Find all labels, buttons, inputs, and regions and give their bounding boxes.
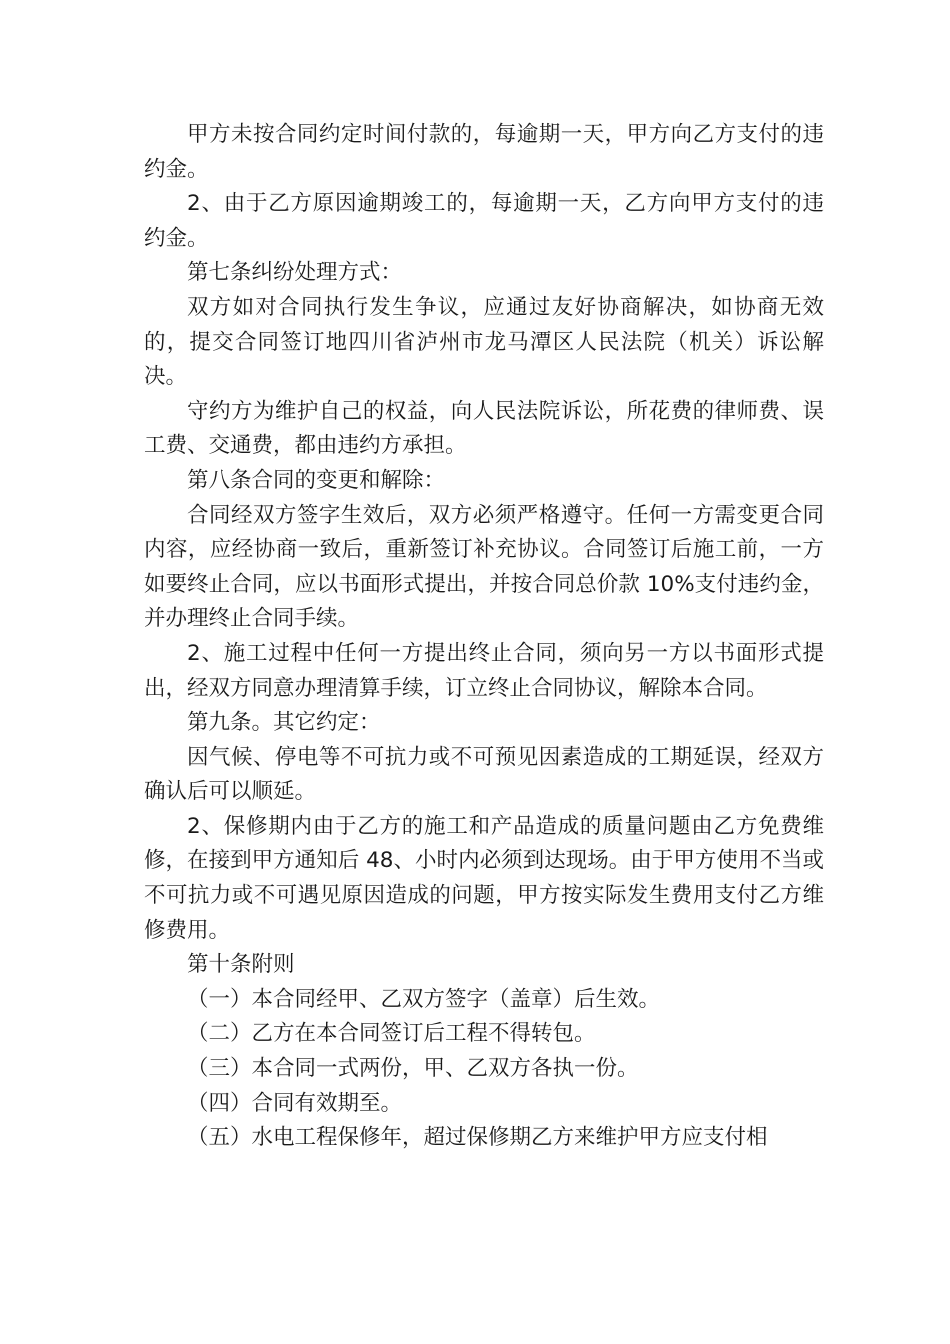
document-body — [144, 118, 824, 1156]
clause-5: （五）水电工程保修年，超过保修期乙方来维护甲方应支付相 — [187, 1125, 768, 1151]
paragraph-warranty-repair: 2、保修期内由于乙方的施工和产品造成的质量问题由乙方免费维修，在接到甲方通知后 48、小时内必须到达现场。由于甲方使用不当或不可抗力或不可遇见原因造成的问题，甲方按实际发生费用支付乙方维修费用。 — [144, 813, 824, 943]
paragraph-dispute-resolution: 双方如对合同执行发生争议，应通过友好协商解决，如协商无效的，提交合同签订地四川省泸州市龙马潭区人民法院（机关）诉讼解决。 — [144, 294, 824, 390]
heading-article-10: 第十条附则 — [187, 952, 295, 978]
heading-article-7: 第七条纠纷处理方式： — [187, 260, 403, 286]
heading-article-8: 第八条合同的变更和解除： — [187, 467, 446, 493]
paragraph-legal-costs: 守约方为维护自己的权益，向人民法院诉讼，所花费的律师费、误工费、交通费，都由违约方承担。 — [144, 398, 824, 459]
paragraph-force-majeure: 因气候、停电等不可抗力或不可预见因素造成的工期延误，经双方确认后可以顺延。 — [144, 744, 824, 805]
paragraph-late-payment: 甲方未按合同约定时间付款的，每逾期一天，甲方向乙方支付的违约金。 — [144, 122, 824, 182]
paragraph-termination: 2、施工过程中任何一方提出终止合同，须向另一方以书面形式提出，经双方同意办理清算手续，订立终止合同协议，解除本合同。 — [144, 640, 824, 701]
paragraph-late-completion: 2、由于乙方原因逾期竣工的，每逾期一天，乙方向甲方支付的违约金。 — [144, 191, 824, 251]
heading-article-9: 第九条。其它约定： — [187, 710, 381, 736]
clause-4: （四）合同有效期至。 — [187, 1090, 403, 1116]
paragraph-contract-change: 合同经双方签字生效后，双方必须严格遵守。任何一方需变更合同内容，应经协商一致后，重新签订补充协议。合同签订后施工前，一方如要终止合同，应以书面形式提出，并按合同总价款 10%支付违约金，并办理终止合同手续。 — [144, 502, 824, 632]
clause-2: （二）乙方在本合同签订后工程不得转包。 — [187, 1021, 596, 1047]
clause-1: （一）本合同经甲、乙双方签字（盖章）后生效。 — [187, 986, 661, 1012]
clause-3: （三）本合同一式两份，甲、乙双方各执一份。 — [187, 1056, 639, 1082]
